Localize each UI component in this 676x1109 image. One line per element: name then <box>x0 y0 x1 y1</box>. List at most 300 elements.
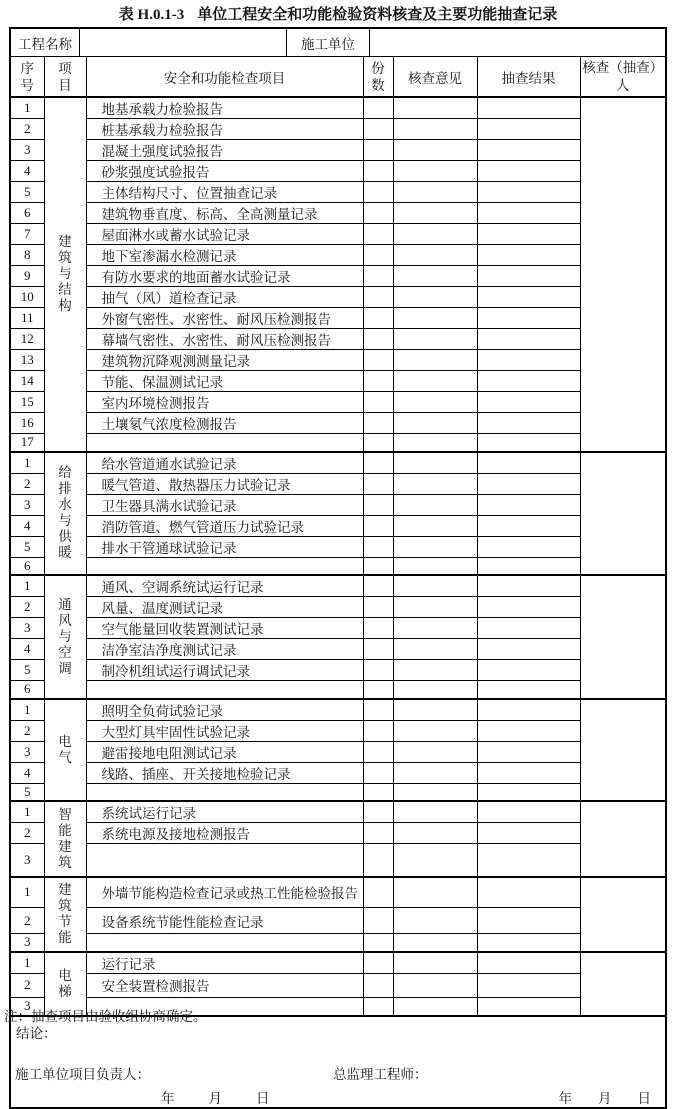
spot-result-cell <box>477 308 580 329</box>
category-label: 电气 <box>58 733 72 765</box>
review-opinion-cell <box>393 877 477 908</box>
category-cell <box>44 452 86 576</box>
table-row <box>11 350 665 371</box>
item-cell: 通风、空调系统试运行记录 <box>86 575 363 597</box>
copies-cell <box>363 952 393 974</box>
header-item: 安全和功能检查项目 <box>86 57 363 97</box>
checker-cell <box>580 877 665 952</box>
review-opinion-cell <box>393 266 477 287</box>
review-opinion-cell <box>393 494 477 515</box>
table-number: 表 H.0.1-3 <box>118 7 185 23</box>
header-copies: 份数 <box>363 57 393 97</box>
spot-result-cell <box>477 844 580 877</box>
item-cell: 安全装置检测报告 <box>86 973 363 997</box>
review-opinion-cell <box>393 801 477 823</box>
spot-result-cell <box>477 392 580 413</box>
item-cell: 卫生器具满水试验记录 <box>86 494 363 515</box>
review-opinion-cell <box>393 823 477 844</box>
table-row <box>11 266 665 287</box>
seq-cell: 4 <box>11 639 44 660</box>
copies-cell <box>363 161 393 182</box>
copies-cell <box>363 844 393 877</box>
seq-cell: 3 <box>11 997 44 1015</box>
review-opinion-cell <box>393 639 477 660</box>
item-cell: 砂浆强度试验报告 <box>86 161 363 182</box>
spot-result-cell <box>477 952 580 974</box>
conclusion-label: 结论： <box>16 1026 57 1041</box>
copies-cell <box>363 720 393 741</box>
item-cell: 屋面淋水或蓄水试验记录 <box>86 224 363 245</box>
review-opinion-cell <box>393 681 477 699</box>
review-opinion-cell <box>393 699 477 721</box>
review-opinion-cell <box>393 741 477 762</box>
seq-cell: 10 <box>11 287 44 308</box>
spot-result-cell <box>477 908 580 934</box>
copies-cell <box>363 182 393 203</box>
builder-value <box>370 29 665 56</box>
item-cell: 抽气（风）道检查记录 <box>86 287 363 308</box>
copies-cell <box>363 350 393 371</box>
item-cell: 洁净室洁净度测试记录 <box>86 639 363 660</box>
review-opinion-cell <box>393 997 477 1015</box>
spot-result-cell <box>477 350 580 371</box>
seq-cell: 1 <box>11 699 44 721</box>
checker-cell <box>580 452 665 576</box>
copies-cell <box>363 575 393 597</box>
review-opinion-cell <box>393 536 477 557</box>
seq-cell: 1 <box>11 97 44 119</box>
copies-cell <box>363 434 393 452</box>
review-opinion-cell <box>393 515 477 536</box>
item-cell: 幕墙气密性、水密性、耐风压检测报告 <box>86 329 363 350</box>
copies-cell <box>363 597 393 618</box>
review-opinion-cell <box>393 597 477 618</box>
seq-cell: 11 <box>11 308 44 329</box>
spot-result-cell <box>477 575 580 597</box>
form-footer <box>11 1015 665 1107</box>
review-opinion-cell <box>393 97 477 119</box>
copies-cell <box>363 660 393 681</box>
review-opinion-cell <box>393 245 477 266</box>
review-opinion-cell <box>393 783 477 801</box>
copies-cell <box>363 783 393 801</box>
item-cell <box>86 681 363 699</box>
review-opinion-cell <box>393 660 477 681</box>
seq-cell: 17 <box>11 434 44 452</box>
seq-cell: 14 <box>11 371 44 392</box>
project-name-value <box>80 29 287 56</box>
item-cell: 排水干管通球试验记录 <box>86 536 363 557</box>
spot-result-cell <box>477 434 580 452</box>
table-row <box>11 224 665 245</box>
item-cell: 建筑物沉降观测测量记录 <box>86 350 363 371</box>
seq-cell: 5 <box>11 783 44 801</box>
builder-label: 施工单位 <box>287 29 370 56</box>
table-row <box>11 660 665 681</box>
year-label: 年 <box>558 1091 572 1106</box>
seq-cell: 3 <box>11 618 44 639</box>
seq-cell: 9 <box>11 266 44 287</box>
footnote: 注：抽查项目由验收组协商确定。 <box>4 1009 207 1024</box>
review-opinion-cell <box>393 224 477 245</box>
seq-cell: 7 <box>11 224 44 245</box>
copies-cell <box>363 494 393 515</box>
table-row <box>11 119 665 140</box>
table-row <box>11 97 665 119</box>
table-row <box>11 413 665 434</box>
table-row <box>11 699 665 721</box>
seq-cell: 3 <box>11 934 44 952</box>
spot-result-cell <box>477 597 580 618</box>
seq-cell: 2 <box>11 823 44 844</box>
table-row <box>11 741 665 762</box>
copies-cell <box>363 452 393 474</box>
table-row <box>11 783 665 801</box>
spot-result-cell <box>477 494 580 515</box>
date-line-right <box>559 1087 652 1107</box>
item-cell: 制冷机组试运行调试记录 <box>86 660 363 681</box>
review-opinion-cell <box>393 329 477 350</box>
spot-result-cell <box>477 97 580 119</box>
copies-cell <box>363 699 393 721</box>
seq-cell: 2 <box>11 473 44 494</box>
copies-cell <box>363 266 393 287</box>
table-row <box>11 973 665 997</box>
spot-result-cell <box>477 140 580 161</box>
seq-cell: 1 <box>11 575 44 597</box>
spot-result-cell <box>477 783 580 801</box>
seq-cell: 4 <box>11 762 44 783</box>
review-opinion-cell <box>393 618 477 639</box>
item-cell: 消防管道、燃气管道压力试验记录 <box>86 515 363 536</box>
spot-result-cell <box>477 329 580 350</box>
seq-cell: 1 <box>11 801 44 823</box>
review-opinion-cell <box>393 434 477 452</box>
review-opinion-cell <box>393 973 477 997</box>
table-row <box>11 762 665 783</box>
table-row <box>11 287 665 308</box>
item-cell <box>86 434 363 452</box>
copies-cell <box>363 557 393 575</box>
copies-cell <box>363 618 393 639</box>
seq-cell: 2 <box>11 119 44 140</box>
table-row <box>11 536 665 557</box>
table-row <box>11 473 665 494</box>
item-cell: 设备系统节能性能检查记录 <box>86 908 363 934</box>
info-row <box>11 29 665 57</box>
page-title <box>0 3 676 24</box>
review-opinion-cell <box>393 413 477 434</box>
header-review-opinion: 核查意见 <box>393 57 477 97</box>
table-row <box>11 452 665 474</box>
review-opinion-cell <box>393 287 477 308</box>
item-cell: 系统电源及接地检测报告 <box>86 823 363 844</box>
spot-result-cell <box>477 660 580 681</box>
item-cell: 主体结构尺寸、位置抽查记录 <box>86 182 363 203</box>
copies-cell <box>363 801 393 823</box>
checker-cell <box>580 801 665 877</box>
category-label: 通风与空调 <box>58 596 72 676</box>
seq-cell: 5 <box>11 182 44 203</box>
header-checker: 核查（抽查）人 <box>580 57 665 97</box>
table-row <box>11 639 665 660</box>
table-row <box>11 952 665 974</box>
seq-cell: 5 <box>11 536 44 557</box>
seq-cell: 1 <box>11 877 44 908</box>
table-row <box>11 557 665 575</box>
spot-result-cell <box>477 224 580 245</box>
spot-result-cell <box>477 413 580 434</box>
date-line-left <box>161 1087 270 1107</box>
seq-cell: 1 <box>11 452 44 474</box>
table-row <box>11 494 665 515</box>
checker-cell <box>580 952 665 1016</box>
checker-cell <box>580 97 665 452</box>
review-opinion-cell <box>393 934 477 952</box>
copies-cell <box>363 413 393 434</box>
item-cell: 给水管道通水试验记录 <box>86 452 363 474</box>
seq-cell: 16 <box>11 413 44 434</box>
table-header-row <box>11 57 665 97</box>
review-opinion-cell <box>393 140 477 161</box>
copies-cell <box>363 392 393 413</box>
category-label: 建筑节能 <box>58 882 72 945</box>
item-cell: 照明全负荷试验记录 <box>86 699 363 721</box>
review-opinion-cell <box>393 350 477 371</box>
copies-cell <box>363 473 393 494</box>
seq-cell: 4 <box>11 161 44 182</box>
spot-result-cell <box>477 639 580 660</box>
copies-cell <box>363 140 393 161</box>
seq-cell: 5 <box>11 660 44 681</box>
copies-cell <box>363 908 393 934</box>
item-cell: 建筑物垂直度、标高、全高测量记录 <box>86 203 363 224</box>
item-cell <box>86 783 363 801</box>
spot-result-cell <box>477 371 580 392</box>
table-row <box>11 245 665 266</box>
seq-cell: 2 <box>11 720 44 741</box>
copies-cell <box>363 681 393 699</box>
copies-cell <box>363 224 393 245</box>
item-cell: 地下室渗漏水检测记录 <box>86 245 363 266</box>
seq-cell: 6 <box>11 681 44 699</box>
category-cell <box>44 97 86 452</box>
item-cell: 风量、温度测试记录 <box>86 597 363 618</box>
builder-signer-label: 施工单位项目负责人： <box>15 1067 150 1082</box>
checklist-table <box>11 57 665 1015</box>
spot-result-cell <box>477 681 580 699</box>
copies-cell <box>363 119 393 140</box>
table-row <box>11 908 665 934</box>
spot-result-cell <box>477 973 580 997</box>
review-opinion-cell <box>393 203 477 224</box>
seq-cell: 1 <box>11 952 44 974</box>
table-row <box>11 618 665 639</box>
review-opinion-cell <box>393 308 477 329</box>
copies-cell <box>363 287 393 308</box>
table-row <box>11 182 665 203</box>
copies-cell <box>363 203 393 224</box>
category-label: 智能建筑 <box>58 806 72 870</box>
review-opinion-cell <box>393 452 477 474</box>
review-opinion-cell <box>393 119 477 140</box>
table-row <box>11 720 665 741</box>
seq-cell: 3 <box>11 494 44 515</box>
copies-cell <box>363 741 393 762</box>
seq-cell: 3 <box>11 140 44 161</box>
item-cell: 桩基承载力检验报告 <box>86 119 363 140</box>
table-row <box>11 161 665 182</box>
table-row <box>11 515 665 536</box>
spot-result-cell <box>477 997 580 1015</box>
spot-result-cell <box>477 287 580 308</box>
item-cell: 外墙节能构造检查记录或热工性能检验报告 <box>86 877 363 908</box>
review-opinion-cell <box>393 952 477 974</box>
review-opinion-cell <box>393 575 477 597</box>
spot-result-cell <box>477 182 580 203</box>
table-row <box>11 934 665 952</box>
table-title-text: 单位工程安全和功能检验资料核查及主要功能抽查记录 <box>197 7 558 23</box>
seq-cell: 2 <box>11 908 44 934</box>
spot-result-cell <box>477 203 580 224</box>
seq-cell: 6 <box>11 203 44 224</box>
seq-cell: 6 <box>11 557 44 575</box>
spot-result-cell <box>477 161 580 182</box>
spot-result-cell <box>477 119 580 140</box>
seq-cell: 2 <box>11 973 44 997</box>
item-cell: 线路、插座、开关接地检验记录 <box>86 762 363 783</box>
item-cell: 系统试运行记录 <box>86 801 363 823</box>
table-row <box>11 844 665 877</box>
review-opinion-cell <box>393 392 477 413</box>
item-cell <box>86 557 363 575</box>
seq-cell: 13 <box>11 350 44 371</box>
spot-result-cell <box>477 473 580 494</box>
table-row <box>11 371 665 392</box>
item-cell: 土壤氡气浓度检测报告 <box>86 413 363 434</box>
seq-cell: 4 <box>11 515 44 536</box>
seq-cell: 2 <box>11 597 44 618</box>
copies-cell <box>363 515 393 536</box>
spot-result-cell <box>477 877 580 908</box>
checker-cell <box>580 575 665 699</box>
copies-cell <box>363 536 393 557</box>
day-label: 日 <box>637 1091 651 1106</box>
item-cell <box>86 844 363 877</box>
table-row <box>11 597 665 618</box>
header-spot-result: 抽查结果 <box>477 57 580 97</box>
item-cell: 大型灯具牢固性试验记录 <box>86 720 363 741</box>
table-row <box>11 823 665 844</box>
spot-result-cell <box>477 699 580 721</box>
review-opinion-cell <box>393 720 477 741</box>
copies-cell <box>363 329 393 350</box>
day-label: 日 <box>256 1091 270 1106</box>
checklist-body <box>11 97 665 1015</box>
copies-cell <box>363 997 393 1015</box>
review-opinion-cell <box>393 844 477 877</box>
item-cell: 运行记录 <box>86 952 363 974</box>
item-cell: 空气能量回收装置测试记录 <box>86 618 363 639</box>
table-row <box>11 308 665 329</box>
year-label: 年 <box>161 1091 175 1106</box>
spot-result-cell <box>477 934 580 952</box>
copies-cell <box>363 877 393 908</box>
copies-cell <box>363 308 393 329</box>
item-cell: 暖气管道、散热器压力试验记录 <box>86 473 363 494</box>
table-row <box>11 392 665 413</box>
seq-cell: 3 <box>11 741 44 762</box>
month-label: 月 <box>598 1091 612 1106</box>
month-label: 月 <box>208 1091 222 1106</box>
item-cell: 混凝土强度试验报告 <box>86 140 363 161</box>
checker-cell <box>580 699 665 802</box>
spot-result-cell <box>477 720 580 741</box>
copies-cell <box>363 639 393 660</box>
spot-result-cell <box>477 823 580 844</box>
copies-cell <box>363 762 393 783</box>
spot-result-cell <box>477 741 580 762</box>
copies-cell <box>363 973 393 997</box>
table-row <box>11 434 665 452</box>
spot-result-cell <box>477 245 580 266</box>
item-cell <box>86 934 363 952</box>
header-category: 项目 <box>44 57 86 97</box>
category-cell <box>44 801 86 877</box>
review-opinion-cell <box>393 371 477 392</box>
spot-result-cell <box>477 618 580 639</box>
spot-result-cell <box>477 536 580 557</box>
seq-cell: 15 <box>11 392 44 413</box>
table-row <box>11 801 665 823</box>
table-row <box>11 203 665 224</box>
category-label: 电梯 <box>58 967 72 999</box>
review-opinion-cell <box>393 908 477 934</box>
item-cell: 地基承载力检验报告 <box>86 97 363 119</box>
spot-result-cell <box>477 801 580 823</box>
review-opinion-cell <box>393 762 477 783</box>
category-label: 给排水与供暖 <box>58 465 72 561</box>
seq-cell: 12 <box>11 329 44 350</box>
category-cell <box>44 699 86 802</box>
table-row <box>11 140 665 161</box>
item-cell: 有防水要求的地面蓄水试验记录 <box>86 266 363 287</box>
spot-result-cell <box>477 557 580 575</box>
spot-result-cell <box>477 762 580 783</box>
header-seq: 序号 <box>11 57 44 97</box>
category-cell <box>44 877 86 952</box>
table-row <box>11 329 665 350</box>
item-cell: 外窗气密性、水密性、耐风压检测报告 <box>86 308 363 329</box>
category-label: 建筑与结构 <box>58 234 72 314</box>
copies-cell <box>363 97 393 119</box>
review-opinion-cell <box>393 473 477 494</box>
seq-cell: 8 <box>11 245 44 266</box>
table-row <box>11 575 665 597</box>
item-cell: 节能、保温测试记录 <box>86 371 363 392</box>
table-row <box>11 877 665 908</box>
review-opinion-cell <box>393 182 477 203</box>
item-cell: 室内环境检测报告 <box>86 392 363 413</box>
copies-cell <box>363 823 393 844</box>
copies-cell <box>363 934 393 952</box>
supervisor-signer-label: 总监理工程师： <box>333 1067 428 1082</box>
spot-result-cell <box>477 452 580 474</box>
spot-result-cell <box>477 266 580 287</box>
copies-cell <box>363 371 393 392</box>
review-opinion-cell <box>393 557 477 575</box>
inspection-form <box>9 27 667 1109</box>
